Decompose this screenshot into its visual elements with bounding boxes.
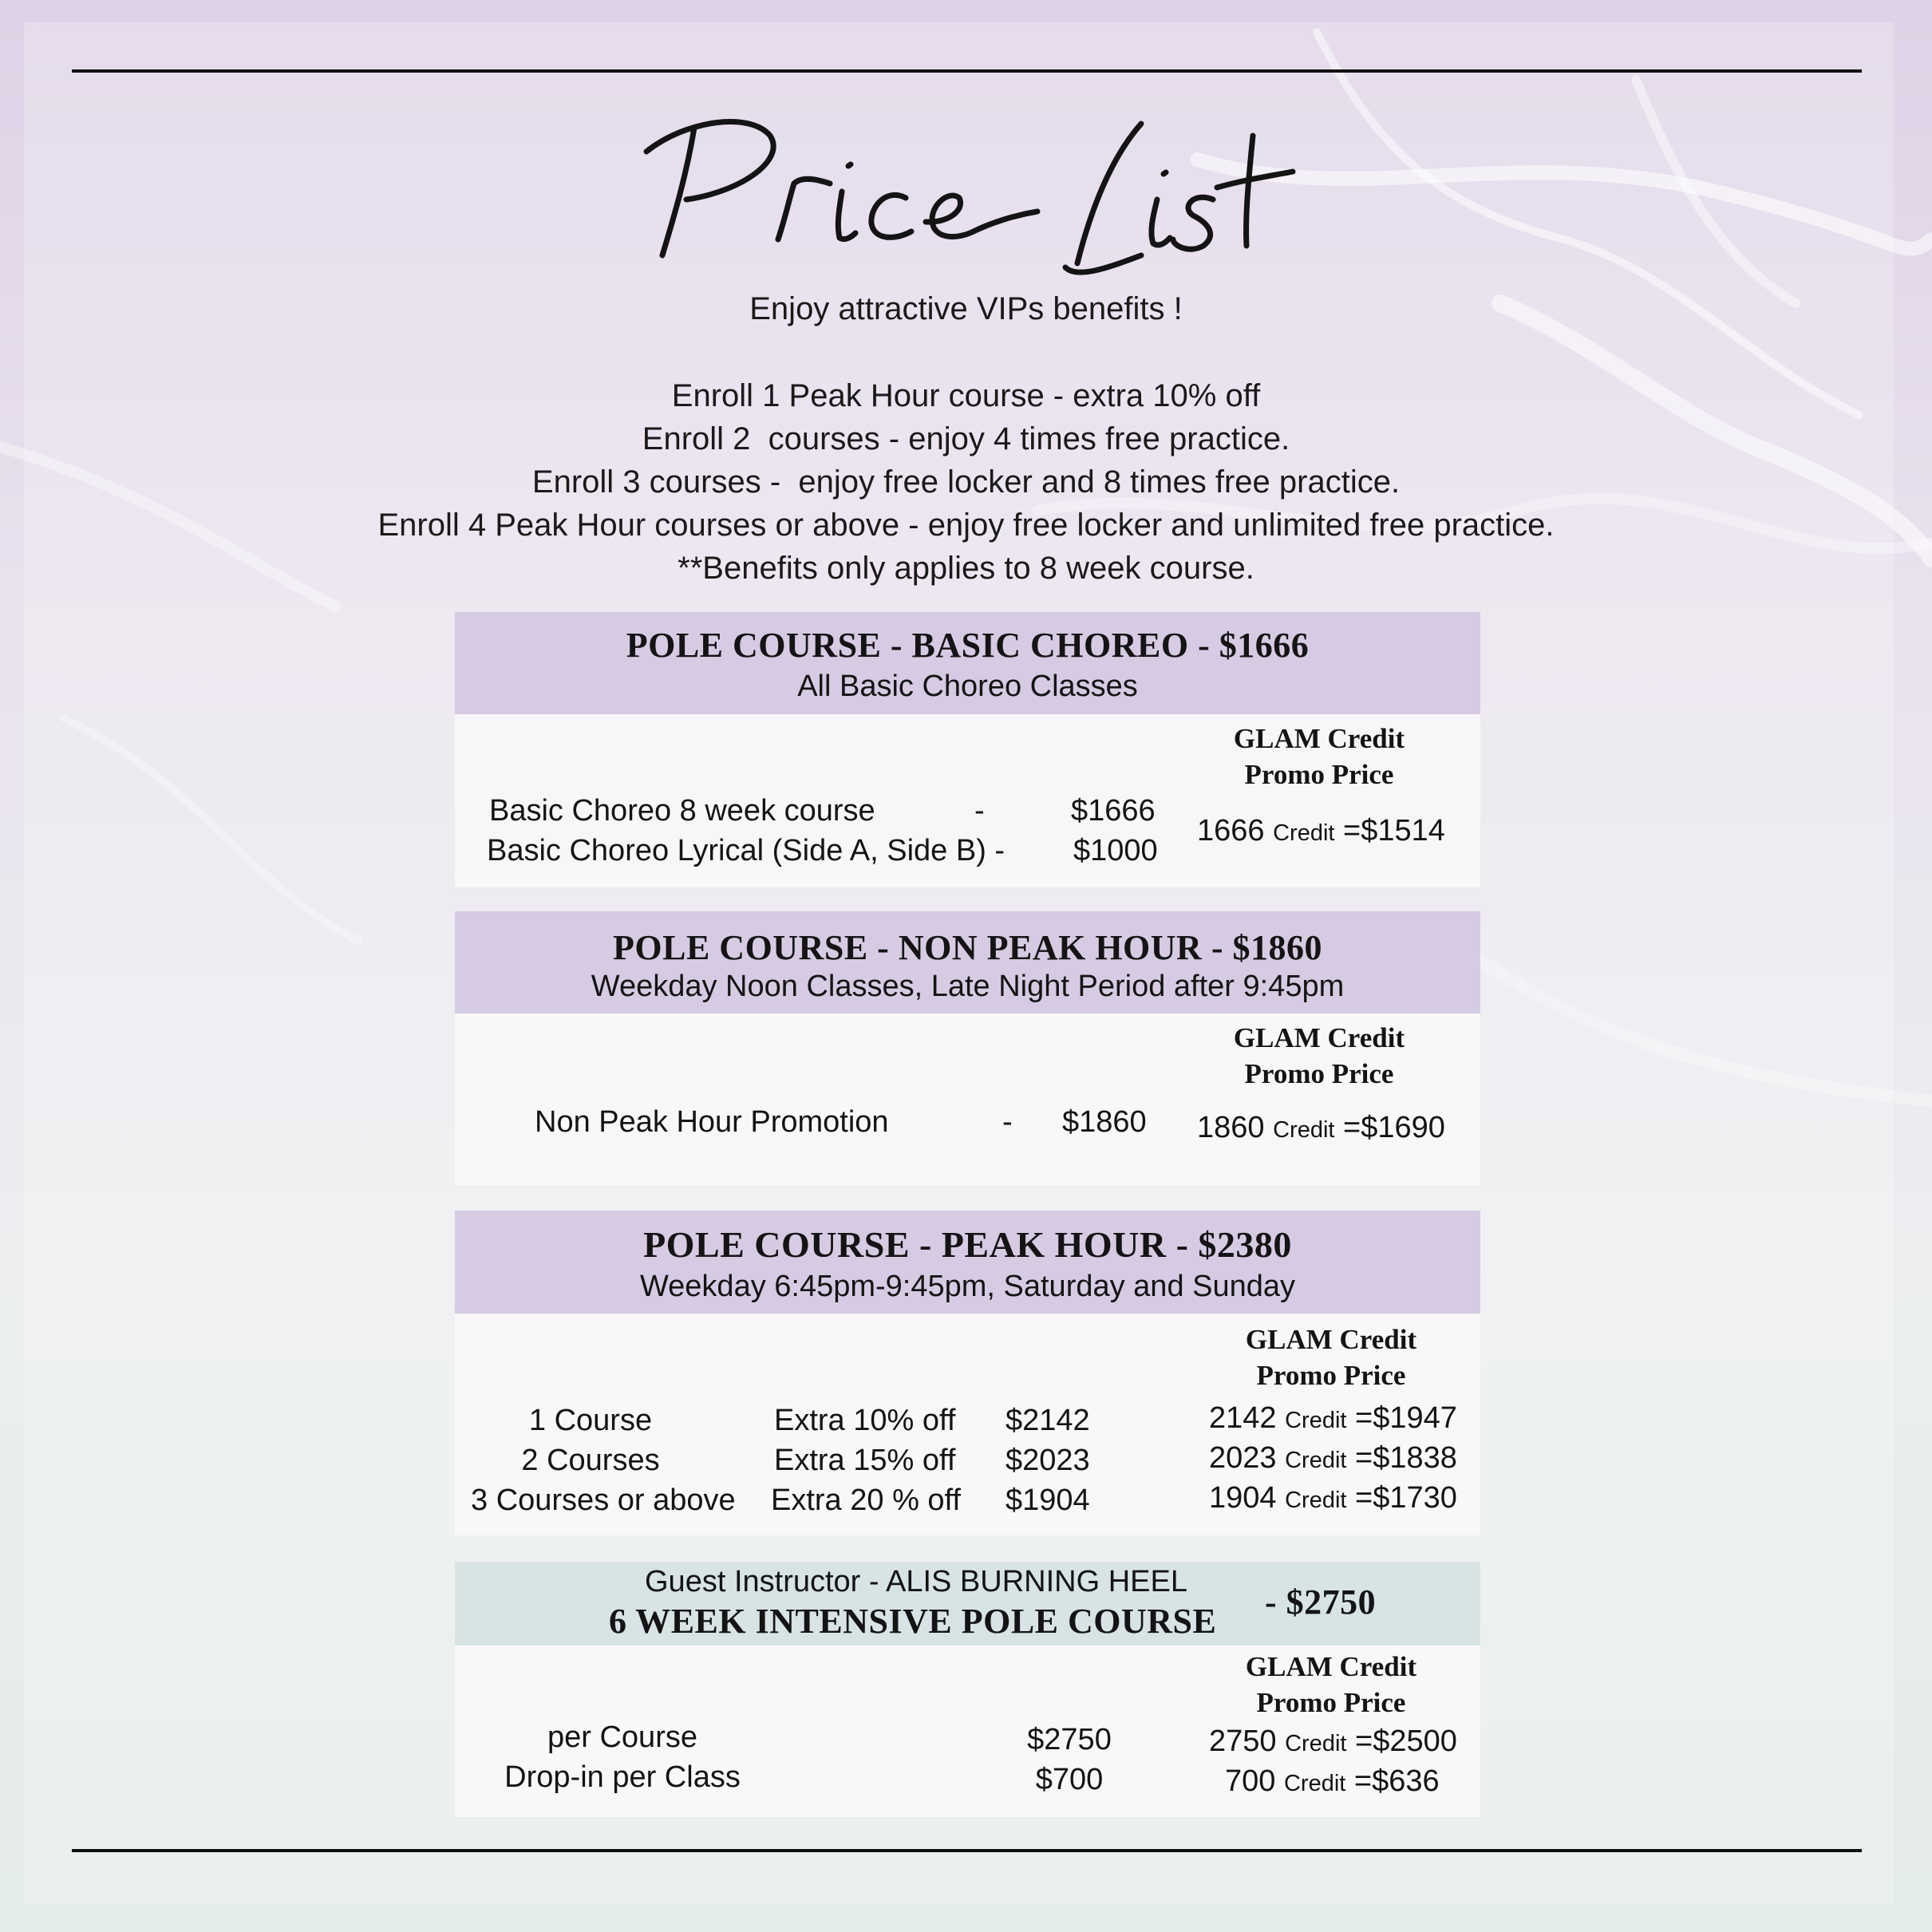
credit-word: Credit xyxy=(1285,1408,1347,1433)
credit-word: Credit xyxy=(1285,1488,1347,1513)
credit-promo-line xyxy=(1197,814,1445,848)
section-subtitle: Weekday 6:45pm-9:45pm, Saturday and Sunday xyxy=(639,1270,1296,1303)
course-name: per Course xyxy=(547,1721,697,1754)
glam-credit-label: GLAM Credit xyxy=(1245,1324,1417,1355)
credit-promo-line xyxy=(1197,1111,1445,1145)
glam-credit-header xyxy=(1191,1020,1447,1092)
section-body xyxy=(455,1013,1480,1185)
row-dash: - xyxy=(1002,1105,1013,1139)
bottom-divider xyxy=(72,1849,1862,1852)
course-discount: Extra 20 % off xyxy=(771,1484,961,1517)
section-subtitle: All Basic Choreo Classes xyxy=(797,670,1138,703)
course-name: Drop-in per Class xyxy=(504,1760,741,1794)
credit-promo-line xyxy=(1209,1725,1457,1759)
course-price: $2023 xyxy=(1006,1444,1090,1477)
course-name: Non Peak Hour Promotion xyxy=(535,1105,889,1139)
section-title: 6 WEEK INTENSIVE POLE COURSE xyxy=(609,1602,1217,1641)
course-price: $1860 xyxy=(1062,1105,1147,1139)
credit-amount: 2023 xyxy=(1209,1441,1277,1475)
benefit-note: **Benefits only applies to 8 week course. xyxy=(678,551,1254,586)
credit-amount: 1904 xyxy=(1209,1481,1277,1515)
section-basic-choreo xyxy=(455,612,1480,887)
credit-word: Credit xyxy=(1285,1731,1347,1756)
course-price: $2142 xyxy=(1006,1404,1090,1437)
credit-amount: 1860 xyxy=(1197,1111,1265,1144)
section-guest-instructor xyxy=(455,1562,1480,1817)
promo-price: =$1838 xyxy=(1355,1441,1457,1475)
promo-price: =$1690 xyxy=(1343,1111,1445,1144)
course-name: 1 Course xyxy=(528,1404,653,1437)
credit-promo-line xyxy=(1225,1764,1440,1799)
glam-credit-header xyxy=(1203,1322,1459,1393)
course-price: $2750 xyxy=(1027,1723,1112,1756)
course-name: 2 Courses xyxy=(521,1444,660,1477)
benefit-line: Enroll 1 Peak Hour course - extra 10% off xyxy=(671,378,1261,413)
credit-promo-line xyxy=(1209,1401,1457,1436)
section-header xyxy=(455,1562,1480,1646)
credit-amount: 700 xyxy=(1225,1764,1276,1798)
glam-credit-header xyxy=(1191,721,1447,792)
glam-credit-label: GLAM Credit xyxy=(1245,1651,1417,1682)
credit-amount: 2142 xyxy=(1209,1401,1277,1435)
section-subtitle: Weekday Noon Classes, Late Night Period after 9:45pm xyxy=(591,970,1345,1003)
credit-word: Credit xyxy=(1273,820,1335,846)
credit-amount: 1666 xyxy=(1197,814,1265,847)
benefit-line: Enroll 3 courses - enjoy free locker and 8 times free practice. xyxy=(531,464,1401,500)
promo-price-label: Promo Price xyxy=(1244,759,1394,790)
promo-price-label: Promo Price xyxy=(1256,1360,1406,1391)
glam-credit-header xyxy=(1203,1649,1459,1721)
credit-promo-line xyxy=(1209,1481,1457,1515)
section-header xyxy=(455,911,1480,1013)
benefit-line: Enroll 4 Peak Hour courses or above - enjoy free locker and unlimited free practice. xyxy=(377,508,1555,543)
course-name: Basic Choreo 8 week course xyxy=(489,794,875,828)
course-price: $1904 xyxy=(1006,1484,1090,1517)
vip-benefits-tagline: Enjoy attractive VIPs benefits ! xyxy=(749,291,1183,326)
promo-price-label: Promo Price xyxy=(1256,1687,1406,1718)
course-discount: Extra 15% off xyxy=(774,1444,956,1477)
course-name: Basic Choreo Lyrical (Side A, Side B) - xyxy=(487,834,1006,867)
credit-word: Credit xyxy=(1285,1448,1347,1473)
credit-word: Credit xyxy=(1283,1771,1346,1796)
section-title: POLE COURSE - NON PEAK HOUR - $1860 xyxy=(613,928,1322,967)
section-header xyxy=(455,1211,1480,1314)
glam-credit-label: GLAM Credit xyxy=(1233,723,1405,754)
benefits-list xyxy=(0,374,1932,590)
promo-price: =$1514 xyxy=(1343,814,1445,847)
guest-instructor-label: Guest Instructor - ALIS BURNING HEEL xyxy=(645,1565,1187,1598)
promo-price: =$1730 xyxy=(1355,1481,1457,1515)
promo-price: =$1947 xyxy=(1355,1401,1457,1435)
top-divider xyxy=(72,69,1862,73)
credit-promo-line xyxy=(1209,1441,1457,1476)
section-header xyxy=(455,612,1480,714)
section-price-tag: - $2750 xyxy=(1265,1582,1377,1622)
course-price: $1000 xyxy=(1073,834,1158,867)
section-title: POLE COURSE - PEAK HOUR - $2380 xyxy=(643,1224,1292,1265)
course-price: $700 xyxy=(1035,1763,1104,1796)
section-body xyxy=(455,714,1480,887)
price-list-script-title xyxy=(630,104,1301,287)
promo-price-label: Promo Price xyxy=(1244,1058,1394,1089)
promo-price: =$636 xyxy=(1353,1764,1440,1798)
credit-word: Credit xyxy=(1273,1117,1335,1143)
benefit-line: Enroll 2 courses - enjoy 4 times free practice. xyxy=(642,421,1290,456)
section-title: POLE COURSE - BASIC CHOREO - $1666 xyxy=(626,626,1310,665)
section-peak-hour xyxy=(455,1211,1480,1535)
credit-amount: 2750 xyxy=(1209,1725,1277,1758)
course-name: 3 Courses or above xyxy=(471,1484,736,1517)
course-price: $1666 xyxy=(1071,794,1156,828)
section-non-peak-hour xyxy=(455,911,1480,1185)
course-discount: Extra 10% off xyxy=(774,1404,956,1437)
row-dash: - xyxy=(974,794,985,828)
section-body xyxy=(455,1314,1480,1535)
glam-credit-label: GLAM Credit xyxy=(1233,1022,1405,1053)
promo-price: =$2500 xyxy=(1355,1725,1457,1758)
section-body xyxy=(455,1646,1480,1817)
